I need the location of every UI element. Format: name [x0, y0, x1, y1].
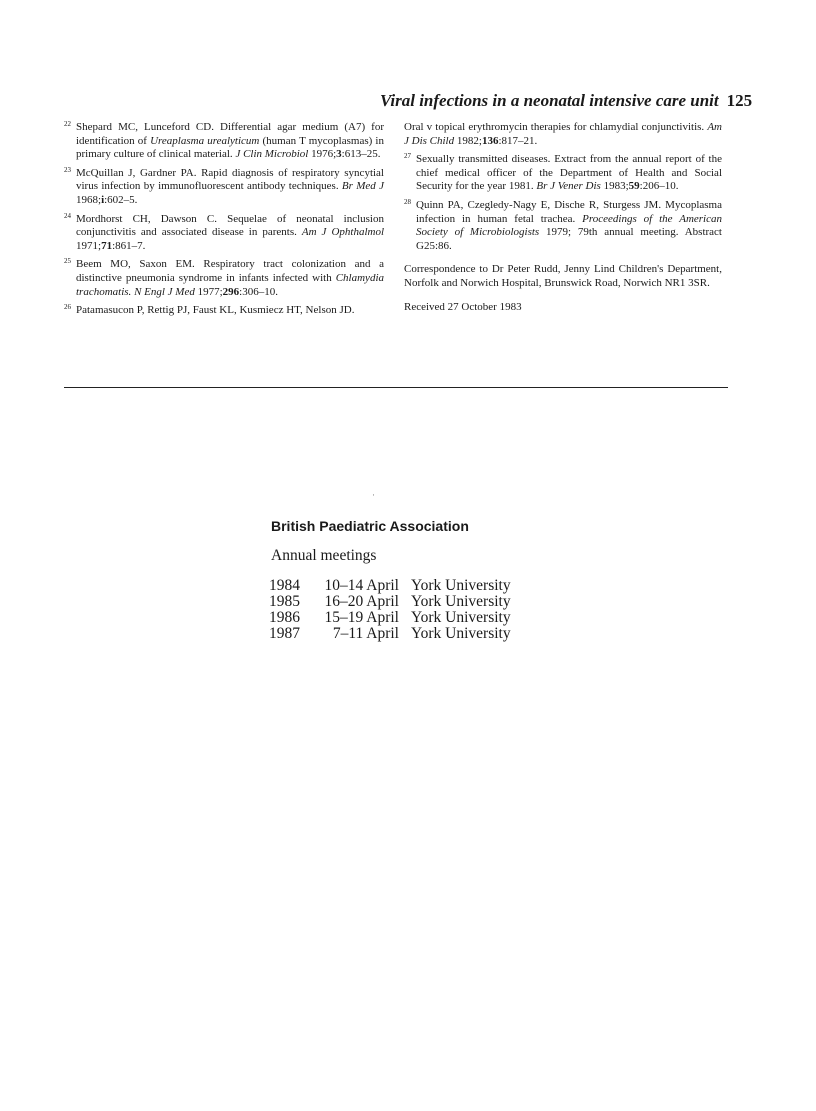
- reference-text: :206–10.: [639, 180, 679, 193]
- meeting-venue: York University: [411, 609, 511, 626]
- reference-text: McQuillan J, Gardner PA. Rapid diagnosis of respiratory syncytial virus infection by immunofluorescent antibody techniques.: [76, 166, 384, 193]
- reference-text: :861–7.: [112, 239, 146, 252]
- references-left-column: [64, 121, 384, 323]
- reference-text: Am J Ophthalmol: [301, 226, 384, 239]
- reference-text: Chlamydia trachomatis.: [76, 271, 384, 298]
- reference-text: Mordhorst CH, Dawson C. Sequelae of neonatal inclusion conjunctivitis and associated disease in parents.: [76, 212, 384, 239]
- association-title: British Paediatric Association: [271, 518, 469, 534]
- reference-text: i: [101, 193, 105, 206]
- reference-text: 296: [222, 285, 240, 298]
- meeting-venue: York University: [411, 625, 511, 642]
- correspondence-note: Correspondence to Dr Peter Rudd, Jenny Lind Children's Department, Norfolk and Norwich Hospital, Brunswick Road, Norwich NR1 3SR.: [404, 263, 722, 289]
- reference-23: [64, 167, 384, 208]
- reference-number: 23: [64, 165, 71, 174]
- references-right-list: [404, 153, 722, 253]
- reference-text: :817–21.: [498, 134, 538, 147]
- reference-text: Br Med J: [341, 180, 384, 193]
- reference-text: 1982;: [454, 134, 482, 147]
- reference-text: 1979; 79th annual meeting. Abstract G25:86.: [416, 226, 722, 252]
- reference-27: [404, 153, 722, 194]
- reference-number: 26: [64, 303, 71, 312]
- reference-text: Beem MO, Saxon EM. Respiratory tract colonization and a distinctive pneumonia syndrome in infants infected with: [76, 258, 384, 284]
- page-number: 125: [726, 91, 753, 110]
- reference-text: Br J Vener Dis: [536, 180, 601, 193]
- meeting-row: [269, 578, 517, 594]
- annual-meetings-heading: Annual meetings: [271, 547, 377, 564]
- reference-text: Am J Dis Child: [404, 121, 722, 147]
- reference-number: 24: [64, 211, 71, 220]
- reference-25: [64, 258, 384, 299]
- reference-text: Proceedings of the American Society of Microbiologists: [416, 212, 722, 239]
- reference-text: Patamasucon P, Rettig PJ, Faust KL, Kusmiecz HT, Nelson JD.: [76, 304, 355, 317]
- reference-text: Quinn PA, Czegledy-Nagy E, Dische R, Sturgess JM. Mycoplasma infection in human fetal trachea.: [416, 198, 722, 225]
- reference-text: 3: [336, 148, 342, 161]
- reference-text: 1977;: [194, 285, 223, 298]
- meeting-venue: York University: [411, 577, 511, 594]
- reference-text: N Engl J Med: [134, 285, 195, 298]
- section-divider: [64, 387, 728, 388]
- reference-text: 1983;: [600, 180, 629, 193]
- reference-text: :602–5.: [104, 193, 138, 206]
- reference-text: :306–10.: [239, 285, 278, 298]
- reference-text: Shepard MC, Lunceford CD. Differential agar medium (A7) for identification of: [76, 121, 384, 147]
- reference-22: [64, 121, 384, 162]
- meeting-dates: 15–19 April: [324, 609, 399, 626]
- meeting-row: [269, 626, 517, 642]
- running-title: Viral infections in a neonatal intensive care unit: [380, 91, 719, 110]
- reference-number: 28: [404, 197, 411, 206]
- reference-text: 59: [628, 180, 640, 193]
- reference-text: 136: [481, 134, 499, 147]
- reference-number: 27: [404, 152, 411, 161]
- reference-text: J Clin Microbiol: [235, 148, 309, 161]
- reference-text: 1968;: [76, 193, 102, 206]
- meeting-year: 1986: [269, 609, 300, 626]
- reference-text: (human T mycoplasmas) in primary culture of clinical material.: [76, 134, 384, 161]
- meeting-year: 1985: [269, 593, 300, 610]
- reference-text: 1976;: [308, 148, 337, 161]
- meeting-row: [269, 610, 517, 626]
- reference-26-continuation: [404, 121, 722, 148]
- reference-26: [64, 304, 384, 318]
- meeting-dates: 16–20 April: [324, 593, 399, 610]
- meeting-venue: York University: [411, 593, 511, 610]
- reference-text: Ureaplasma urealyticum: [150, 134, 260, 147]
- meeting-year: 1987: [269, 625, 300, 642]
- reference-text: 1971;: [76, 239, 102, 252]
- reference-text: :613–25.: [341, 148, 381, 161]
- stray-mark: ·: [372, 490, 375, 500]
- reference-24: [64, 213, 384, 254]
- references-right-column: [404, 121, 722, 314]
- reference-28: [404, 199, 722, 253]
- meetings-table: [269, 578, 517, 642]
- running-header: [380, 91, 753, 111]
- reference-text: 71: [101, 239, 113, 252]
- meeting-year: 1984: [269, 577, 300, 594]
- reference-number: 22: [64, 120, 71, 128]
- meeting-dates: 10–14 April: [324, 577, 399, 594]
- reference-text: Sexually transmitted diseases. Extract from the annual report of the chief medical officer of the Department of Health and Social Security for the year 1981.: [416, 153, 722, 193]
- reference-number: 25: [64, 257, 71, 266]
- meeting-dates: 7–11 April: [332, 625, 399, 642]
- received-date: Received 27 October 1983: [404, 300, 522, 313]
- meeting-row: [269, 594, 517, 610]
- reference-text: Oral v topical erythromycin therapies for chlamydial conjunctivitis.: [404, 121, 708, 133]
